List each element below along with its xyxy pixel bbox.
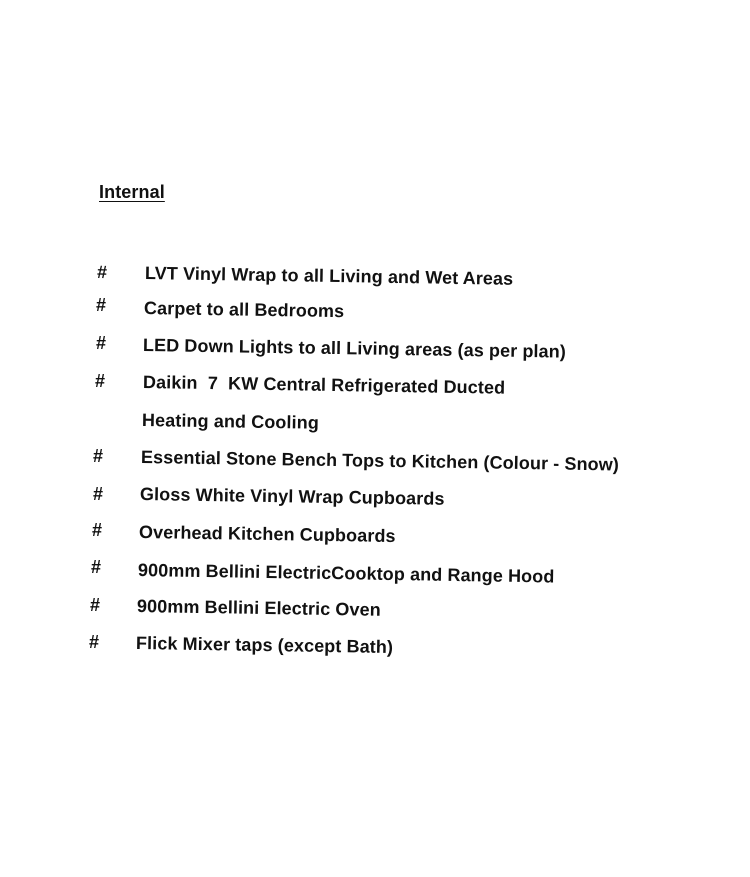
- bullet-hash: #: [96, 261, 108, 283]
- bullet-hash: #: [90, 595, 101, 615]
- list-item: Essential Stone Bench Tops to Kitchen (Colour - Snow): [140, 447, 620, 475]
- list-item: LED Down Lights to all Living areas (as per plan): [142, 335, 567, 362]
- bullet-hash: #: [95, 371, 106, 391]
- bullet-hash: #: [96, 333, 107, 353]
- list-item-continuation: Heating and Cooling: [141, 410, 320, 433]
- bullet-hash: #: [92, 520, 103, 540]
- list-item: 900mm Bellini Electric Oven: [136, 596, 381, 620]
- list-item: Flick Mixer taps (except Bath): [135, 633, 394, 658]
- list-item: 900mm Bellini ElectricCooktop and Range Hood: [137, 560, 555, 587]
- section-heading: Internal: [99, 182, 165, 202]
- bullet-hash: #: [93, 446, 104, 466]
- list-item: Carpet to all Bedrooms: [143, 298, 345, 322]
- list-item: Gloss White Vinyl Wrap Cupboards: [139, 484, 445, 509]
- list-item: LVT Vinyl Wrap to all Living and Wet Areas: [144, 263, 514, 289]
- list-item: Overhead Kitchen Cupboards: [138, 522, 396, 547]
- bullet-hash: #: [93, 484, 104, 504]
- bullet-hash: #: [96, 295, 107, 315]
- bullet-hash: #: [91, 557, 102, 577]
- bullet-hash: #: [89, 632, 100, 652]
- list-item: Daikin 7 KW Central Refrigerated Ducted: [142, 372, 506, 398]
